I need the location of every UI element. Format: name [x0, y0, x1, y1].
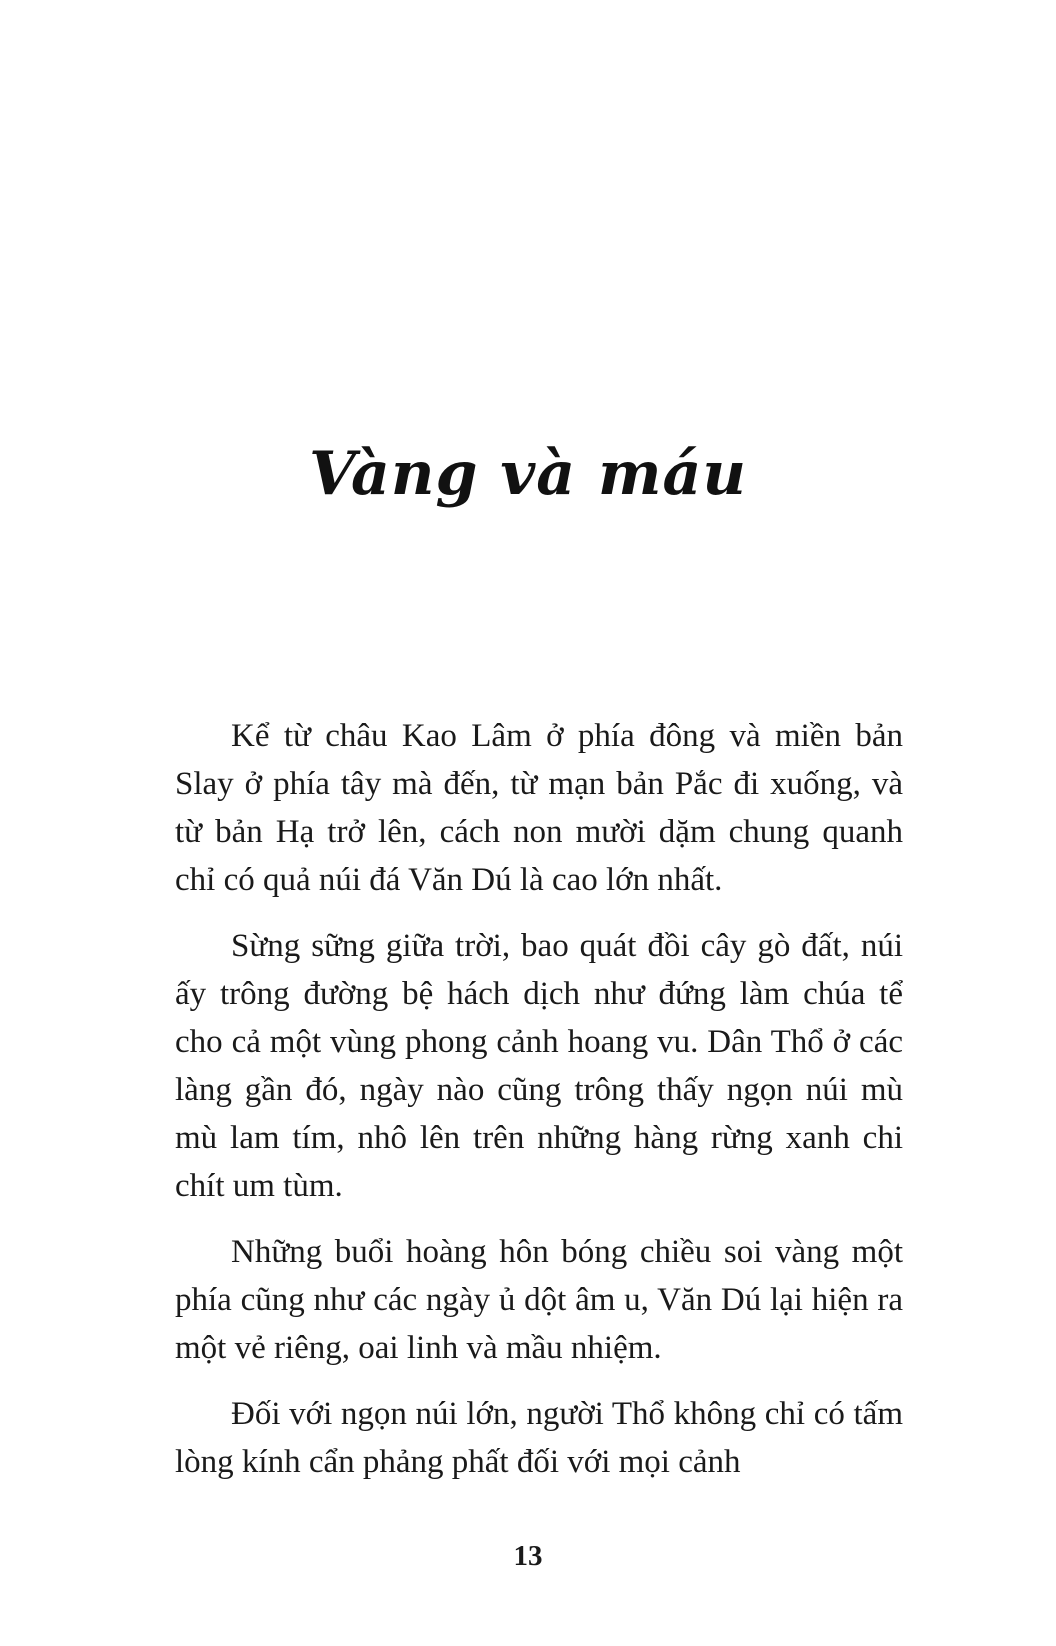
page-number: 13 [513, 1540, 543, 1572]
chapter-title: Vàng và máu [308, 439, 747, 509]
paragraph: Sừng sững giữa trời, bao quát đồi cây gò đất, núi ấy trông đường bệ hách dịch như đứng làm chúa tể cho cả một vùng phong cảnh hoang vu. Dân Thổ ở các làng gần đó, ngày nào cũng trông thấy ngọn núi mù mù lam tím, nhô lên trên những hàng rừng xanh chi chít um tùm. [175, 928, 903, 1204]
paragraph: Đối với ngọn núi lớn, người Thổ không chỉ có tấm lòng kính cẩn phảng phất đối với mọi cảnh [175, 1396, 903, 1480]
paragraph: Kể từ châu Kao Lâm ở phía đông và miền bản Slay ở phía tây mà đến, từ mạn bản Pắc đi xuống, và từ bản Hạ trở lên, cách non mười dặm chung quanh chỉ có quả núi đá Văn Dú là cao lớn nhất. [175, 718, 903, 898]
paragraph: Những buổi hoàng hôn bóng chiều soi vàng một phía cũng như các ngày ủ dột âm u, Văn Dú lại hiện ra một vẻ riêng, oai linh và mầu nhiệm. [175, 1234, 903, 1366]
body-text [175, 712, 903, 1504]
